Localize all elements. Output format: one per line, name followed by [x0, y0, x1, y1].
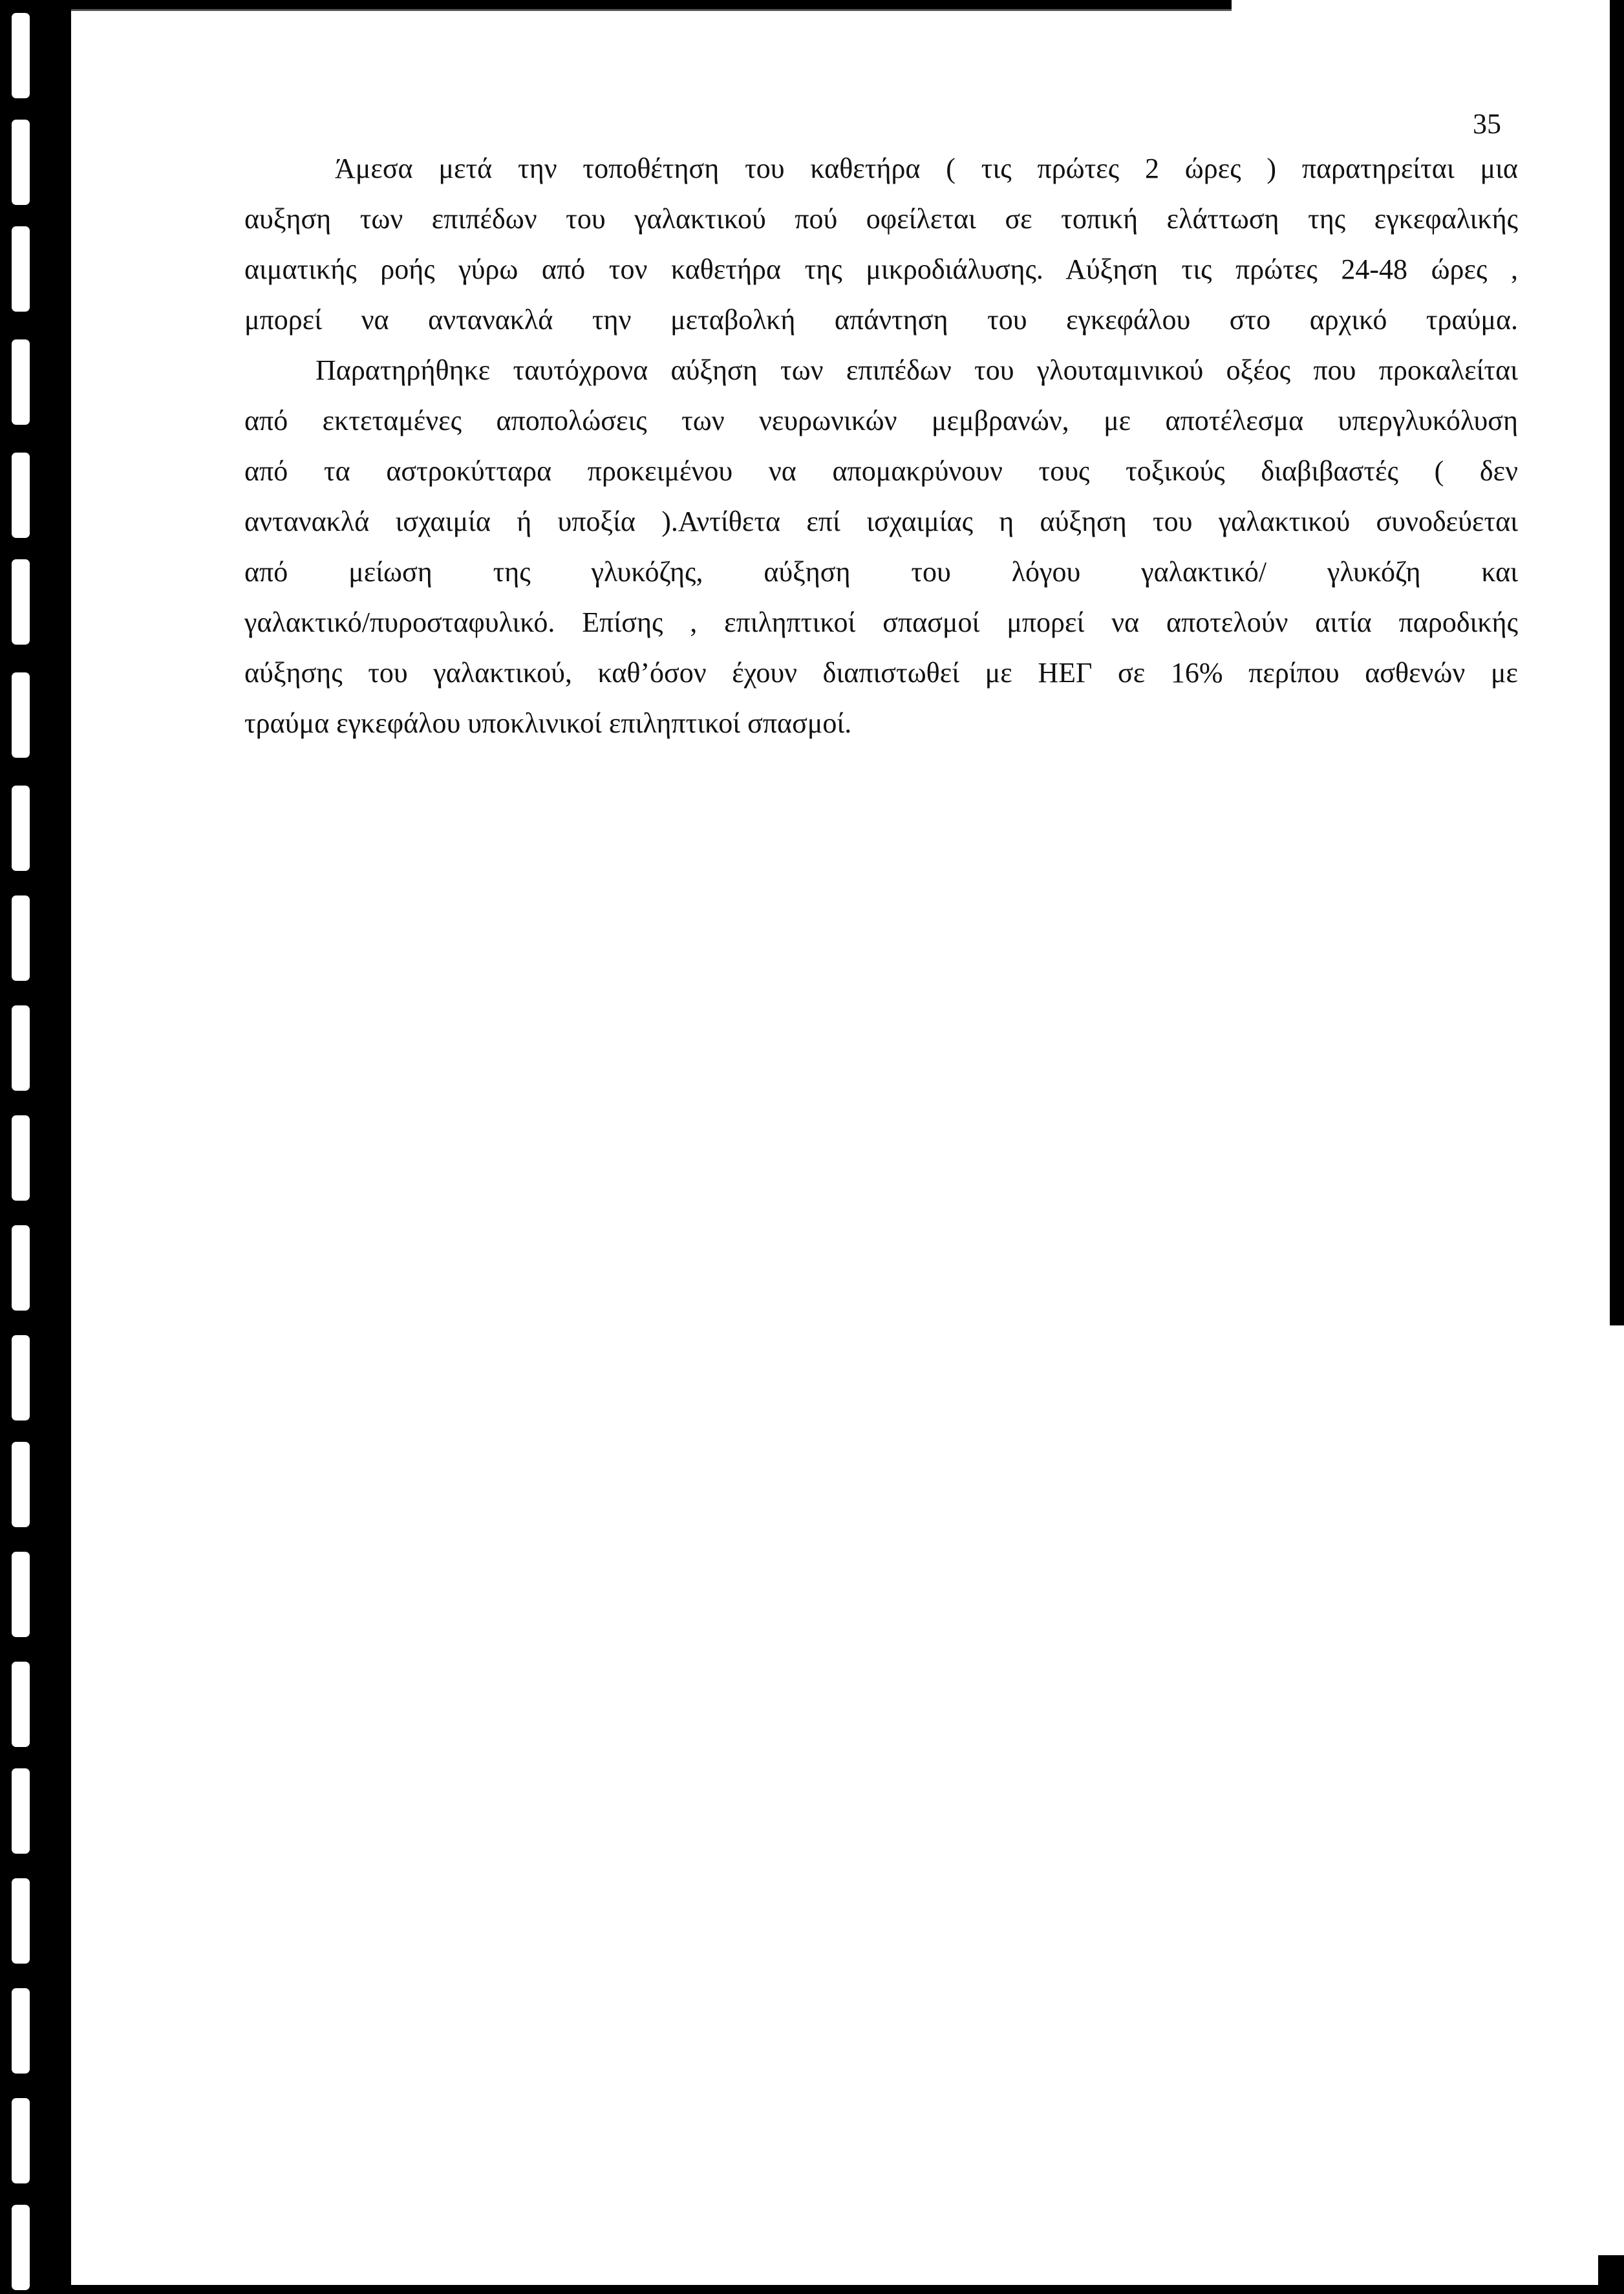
text-line: Άμεσα μετά την τοποθέτηση του καθετήρα ( τις πρώτες 2 ώρες ) παρατηρείται μια [335, 153, 1518, 184]
film-perforation [12, 120, 30, 205]
scan-bottom-border [0, 2285, 1624, 2294]
film-perforation [12, 1442, 30, 1527]
text-line: αντανακλά ισχαιμία ή υποξία ).Αντίθετα επί ισχαιμίας η αύξηση του γαλακτικού συνοδεύεται [244, 506, 1518, 537]
film-perforation [12, 1662, 30, 1747]
text-line: αυξηση των επιπέδων του γαλακτικού πού οφείλεται σε τοπική ελάττωση της εγκεφαλικής [244, 203, 1518, 235]
film-perforation [12, 1225, 30, 1311]
film-perforation [12, 226, 30, 312]
film-perforation [12, 895, 30, 981]
film-perforation [12, 1988, 30, 2074]
text-line: γαλακτικό/πυροσταφυλικό. Επίσης , επιληπτικοί σπασμοί μπορεί να αποτελούν αιτία παροδικής [244, 606, 1518, 638]
film-perforation [12, 559, 30, 645]
film-perforation [12, 1335, 30, 1420]
text-line: από μείωση της γλυκόζης, αύξηση του λόγου γαλακτικό/ γλυκόζη και [244, 556, 1518, 588]
text-line: μπορεί να αντανακλά την μεταβολκή απάντηση του εγκεφάλου στο αρχικό τραύμα. [244, 304, 1518, 336]
scan-right-border [1610, 0, 1624, 1325]
film-perforation [12, 1878, 30, 1964]
film-perforation [12, 786, 30, 871]
text-line: Παρατηρήθηκε ταυτόχρονα αύξηση των επιπέδων του γλουταμινικού οξέος που προκαλείται [315, 354, 1518, 386]
text-line: από εκτεταμένες αποπολώσεις των νευρωνικών μεμβρανών, με αποτέλεσμα υπεργλυκόλυση [244, 405, 1518, 436]
scan-top-border [0, 0, 1232, 9]
film-perforation [12, 2205, 30, 2290]
film-perforation [12, 1552, 30, 1637]
text-line: από τα αστροκύτταρα προκειμένου να απομακρύνουν τους τοξικούς διαβιβαστές ( δεν [244, 455, 1518, 487]
film-perforation [12, 13, 30, 98]
film-perforation [12, 1768, 30, 1854]
film-perforation [12, 672, 30, 758]
text-line: τραύμα εγκεφάλου υποκλινικοί επιληπτικοί σπασμοί. [244, 707, 852, 739]
page-number: 35 [1473, 108, 1501, 140]
film-perforation [12, 1115, 30, 1201]
text-line: αιματικής ροής γύρω από τον καθετήρα της μικροδιάλυσης. Αύξηση τις πρώτες 24-48 ώρες , [244, 253, 1518, 285]
text-line: αύξησης του γαλακτικού, καθ’όσον έχουν διαπιστωθεί με ΗΕΓ σε 16% περίπου ασθενών με [244, 657, 1518, 689]
film-perforation-strip [0, 0, 71, 2294]
film-perforation [12, 1005, 30, 1091]
film-perforation [12, 339, 30, 425]
film-perforation [12, 2098, 30, 2183]
body-paragraph [244, 144, 1518, 749]
film-perforation [12, 453, 30, 538]
